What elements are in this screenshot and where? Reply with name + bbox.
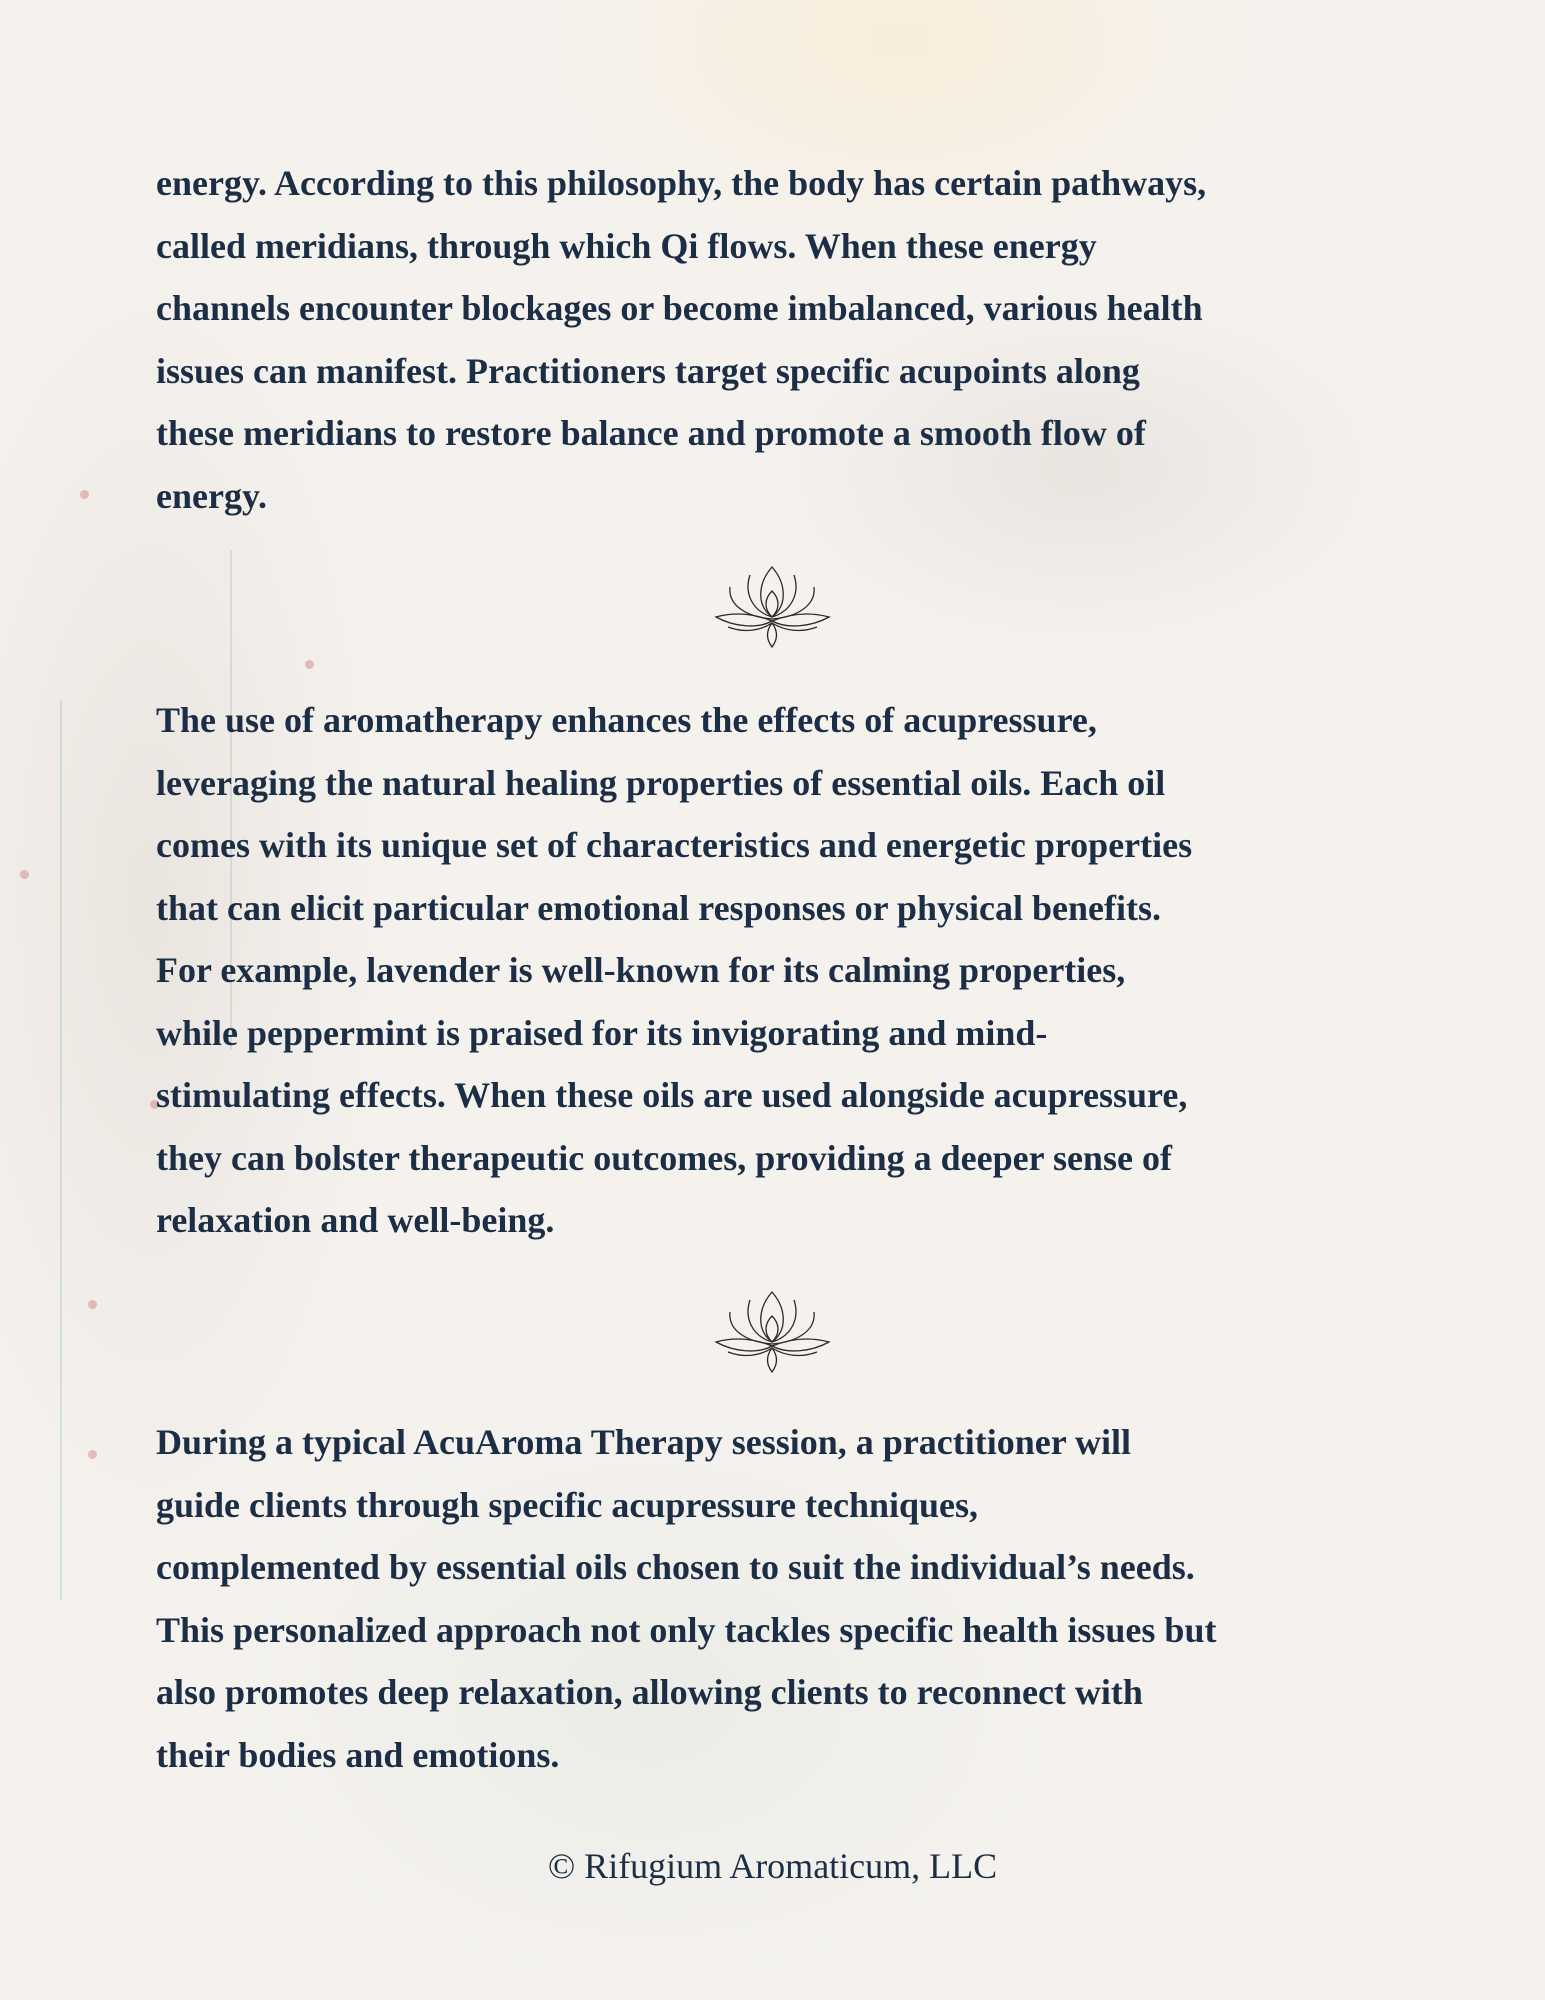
text-line: their bodies and emotions. <box>156 1734 560 1775</box>
paragraph-aromatherapy <box>156 689 1192 1252</box>
text-line: complemented by essential oils chosen to suit the individual’s needs. <box>156 1547 1195 1587</box>
acupoint-dot <box>305 660 314 669</box>
text-line: called meridians, through which Qi flows. When these energy <box>156 225 1097 266</box>
text-line: guide clients through specific acupressure techniques, <box>156 1484 979 1525</box>
text-line: leveraging the natural healing properties of essential oils. Each oil <box>156 762 1166 803</box>
text-line: stimulating effects. When these oils are used alongside acupressure, <box>156 1075 1188 1115</box>
text-line: that can elicit particular emotional responses or physical benefits. <box>156 887 1161 928</box>
acupoint-dot <box>80 490 89 499</box>
text-line: comes with its unique set of characteristics and energetic properties <box>156 825 1193 865</box>
text-line: During a typical AcuAroma Therapy session, a practitioner will <box>156 1422 1132 1462</box>
acupoint-dot <box>88 1450 97 1459</box>
text-line: also promotes deep relaxation, allowing clients to reconnect with <box>156 1672 1143 1712</box>
text-line: energy. According to this philosophy, the body has certain pathways, <box>156 163 1207 203</box>
text-line: energy. <box>156 475 267 516</box>
lotus-icon <box>714 1290 831 1374</box>
text-line: For example, lavender is well-known for its calming properties, <box>156 950 1126 990</box>
acupoint-dot <box>20 870 29 879</box>
text-line: relaxation and well-being. <box>156 1200 555 1240</box>
copyright-footer: © Rifugium Aromaticum, LLC <box>547 1846 998 1886</box>
text-line: channels encounter blockages or become imbalanced, various health <box>156 288 1203 328</box>
text-line: they can bolster therapeutic outcomes, providing a deeper sense of <box>156 1137 1172 1178</box>
lotus-icon <box>714 565 831 649</box>
meridian-line <box>60 700 62 1600</box>
text-line: while peppermint is praised for its invigorating and mind- <box>156 1012 1048 1053</box>
text-line: issues can manifest. Practitioners target specific acupoints along <box>156 350 1140 391</box>
text-line: This personalized approach not only tackles specific health issues but <box>156 1609 1217 1650</box>
paragraph-session <box>156 1411 1216 1786</box>
acupoint-dot <box>88 1300 97 1309</box>
text-line: these meridians to restore balance and promote a smooth flow of <box>156 413 1146 453</box>
paragraph-meridians <box>156 152 1206 527</box>
text-line: The use of aromatherapy enhances the effects of acupressure, <box>156 700 1097 740</box>
